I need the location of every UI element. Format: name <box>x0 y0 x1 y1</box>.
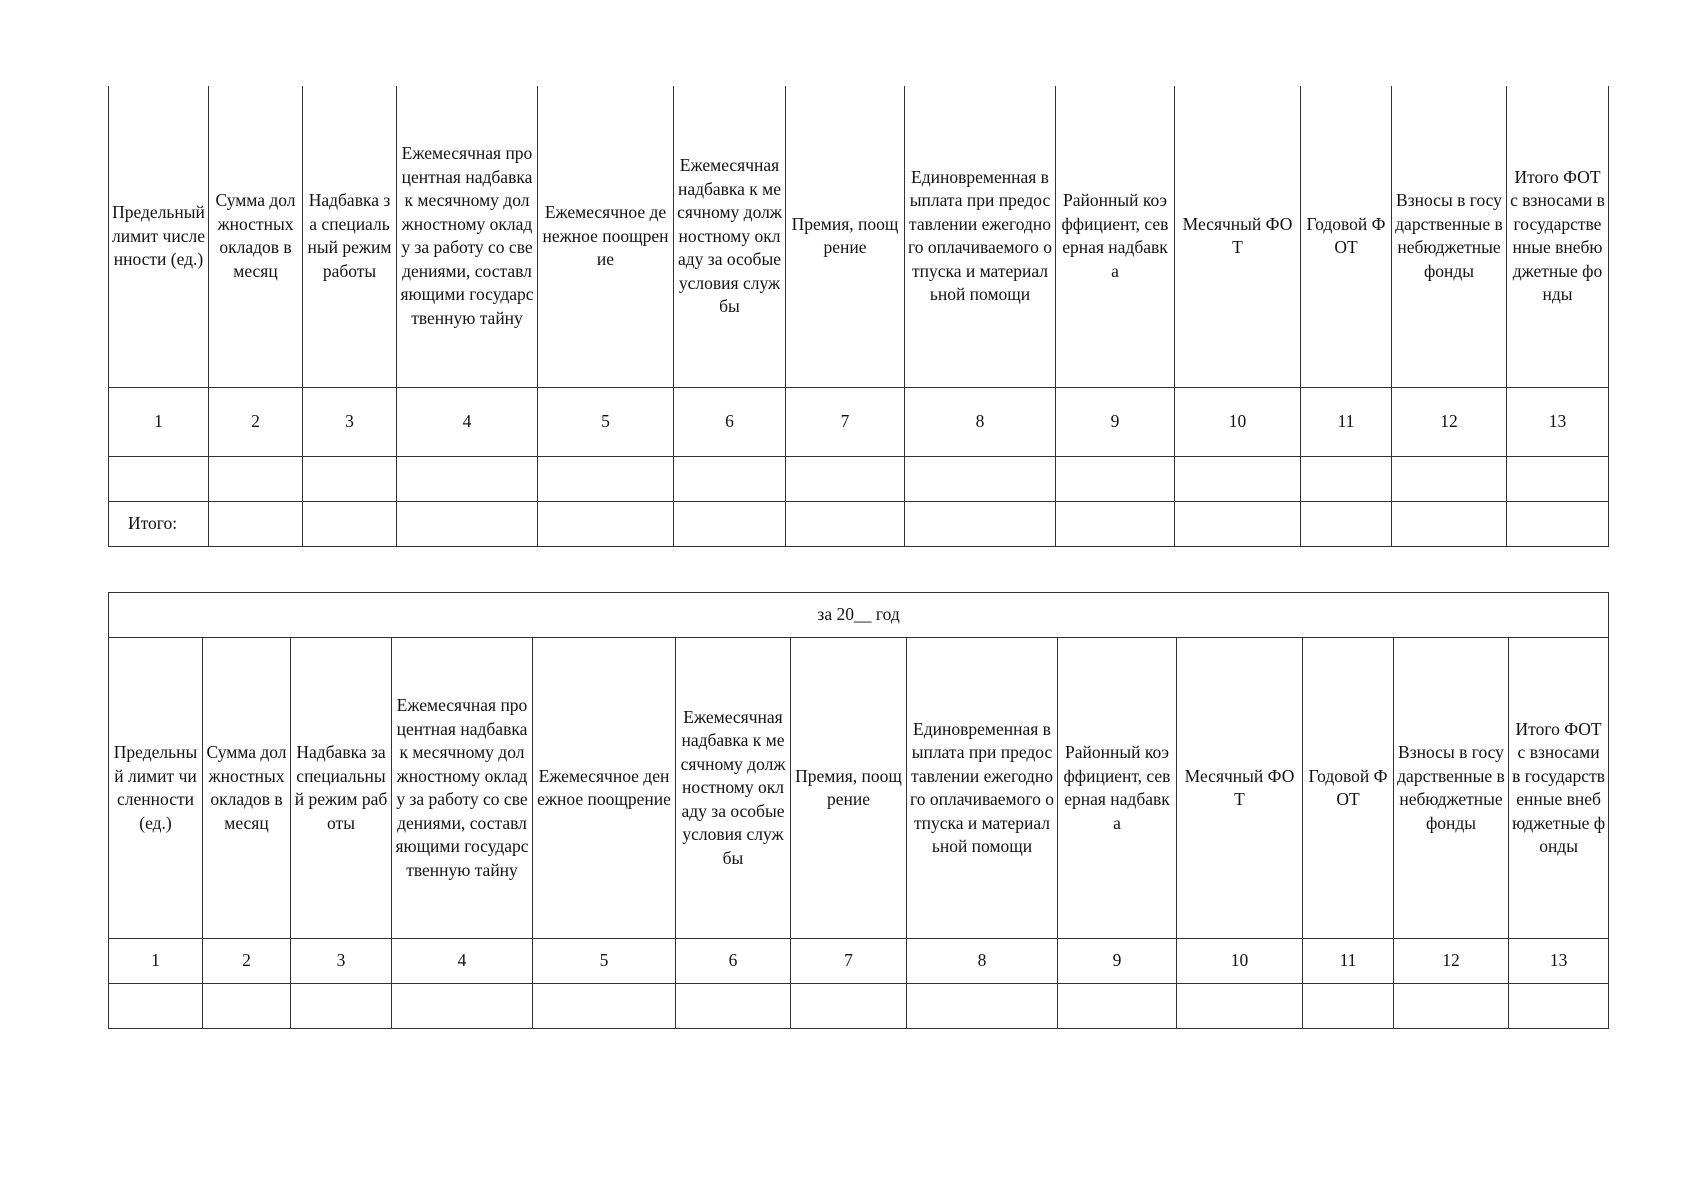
header-cell: Премия, поощрение <box>791 638 907 939</box>
header-cell: Предельный лимит численности (ед.) <box>109 638 203 939</box>
header-cell: Ежемесячная надбавка к месячному должностному окладу за особые условия службы <box>674 86 786 387</box>
empty-cell <box>786 456 905 501</box>
total-row <box>109 501 1609 546</box>
column-number: 7 <box>791 939 907 984</box>
header-cell: Ежемесячная процентная надбавка к месячному должностному окладу за работу со сведениями, составляющими государственную тайну <box>397 86 538 387</box>
empty-cell <box>109 984 203 1029</box>
empty-cell <box>786 501 905 546</box>
header-cell: Районный коэффициент, северная надбавка <box>1056 86 1175 387</box>
empty-cell <box>1058 984 1177 1029</box>
empty-cell <box>1175 456 1301 501</box>
empty-cell <box>1056 501 1175 546</box>
empty-cell <box>1392 456 1507 501</box>
empty-cell <box>674 456 786 501</box>
table-title: за 20__ год <box>109 593 1609 638</box>
empty-cell <box>907 984 1058 1029</box>
empty-cell <box>538 501 674 546</box>
header-cell: Итого ФОТ с взносами в государственные внебюджетные фонды <box>1507 86 1609 387</box>
header-row <box>109 638 1609 939</box>
empty-cell <box>1056 456 1175 501</box>
header-cell: Взносы в государственные внебюджетные фонды <box>1394 638 1509 939</box>
column-number: 9 <box>1056 387 1175 456</box>
empty-cell <box>1507 456 1609 501</box>
column-number: 4 <box>392 939 533 984</box>
header-cell: Районный коэффициент, северная надбавка <box>1058 638 1177 939</box>
empty-cell <box>397 501 538 546</box>
header-cell: Ежемесячная надбавка к месячному должностному окладу за особые условия службы <box>676 638 791 939</box>
header-row <box>109 86 1609 387</box>
empty-cell <box>905 456 1056 501</box>
column-number: 5 <box>533 939 676 984</box>
header-cell: Месячный ФОТ <box>1175 86 1301 387</box>
column-number: 5 <box>538 387 674 456</box>
header-cell: Премия, поощрение <box>786 86 905 387</box>
empty-cell <box>1392 501 1507 546</box>
column-number: 8 <box>907 939 1058 984</box>
empty-cell <box>1394 984 1509 1029</box>
empty-cell <box>392 984 533 1029</box>
header-cell: Годовой ФОТ <box>1301 86 1392 387</box>
empty-cell <box>538 456 674 501</box>
empty-cell <box>109 456 209 501</box>
empty-cell <box>209 501 303 546</box>
empty-cell <box>1509 984 1609 1029</box>
header-cell: Ежемесячная процентная надбавка к месячному должностному окладу за работу со сведениями, составляющими государственную тайну <box>392 638 533 939</box>
header-cell: Ежемесячное денежное поощрение <box>533 638 676 939</box>
header-cell: Предельный лимит численности (ед.) <box>109 86 209 387</box>
empty-cell <box>674 501 786 546</box>
payroll-table-2 <box>108 592 1609 1029</box>
column-number: 11 <box>1303 939 1394 984</box>
header-cell: Единовременная выплата при предоставлении ежегодного оплачиваемого отпуска и материальной помощи <box>907 638 1058 939</box>
column-number: 11 <box>1301 387 1392 456</box>
empty-cell <box>303 501 397 546</box>
total-label: Итого: <box>109 501 209 546</box>
column-number: 13 <box>1509 939 1609 984</box>
empty-cell <box>905 501 1056 546</box>
column-number: 6 <box>674 387 786 456</box>
column-number: 10 <box>1177 939 1303 984</box>
column-number: 12 <box>1394 939 1509 984</box>
empty-cell <box>203 984 291 1029</box>
header-cell: Итого ФОТ с взносами в государственные внебюджетные фонды <box>1509 638 1609 939</box>
empty-cell <box>676 984 791 1029</box>
header-cell: Годовой ФОТ <box>1303 638 1394 939</box>
empty-cell <box>1301 501 1392 546</box>
column-number: 6 <box>676 939 791 984</box>
header-cell: Надбавка за специальный режим работы <box>291 638 392 939</box>
payroll-table-1 <box>108 86 1609 547</box>
empty-cell <box>209 456 303 501</box>
header-cell: Надбавка за специальный режим работы <box>303 86 397 387</box>
header-cell: Месячный ФОТ <box>1177 638 1303 939</box>
column-number: 10 <box>1175 387 1301 456</box>
column-number-row <box>109 939 1609 984</box>
column-number: 2 <box>209 387 303 456</box>
empty-cell <box>397 456 538 501</box>
column-number: 3 <box>291 939 392 984</box>
column-number: 12 <box>1392 387 1507 456</box>
column-number: 7 <box>786 387 905 456</box>
column-number-row <box>109 387 1609 456</box>
empty-cell <box>1175 501 1301 546</box>
column-number: 1 <box>109 387 209 456</box>
empty-cell <box>791 984 907 1029</box>
empty-cell <box>303 456 397 501</box>
empty-cell <box>1303 984 1394 1029</box>
empty-cell <box>1507 501 1609 546</box>
column-number: 3 <box>303 387 397 456</box>
empty-cell <box>1177 984 1303 1029</box>
column-number: 1 <box>109 939 203 984</box>
table-row <box>109 456 1609 501</box>
empty-cell <box>291 984 392 1029</box>
column-number: 13 <box>1507 387 1609 456</box>
column-number: 8 <box>905 387 1056 456</box>
title-row <box>109 593 1609 638</box>
empty-cell <box>533 984 676 1029</box>
header-cell: Сумма должностных окладов в месяц <box>209 86 303 387</box>
table-row <box>109 984 1609 1029</box>
column-number: 9 <box>1058 939 1177 984</box>
column-number: 4 <box>397 387 538 456</box>
header-cell: Взносы в государственные внебюджетные фонды <box>1392 86 1507 387</box>
empty-cell <box>1301 456 1392 501</box>
header-cell: Сумма должностных окладов в месяц <box>203 638 291 939</box>
column-number: 2 <box>203 939 291 984</box>
header-cell: Единовременная выплата при предоставлении ежегодного оплачиваемого отпуска и материальной помощи <box>905 86 1056 387</box>
header-cell: Ежемесячное денежное поощрение <box>538 86 674 387</box>
